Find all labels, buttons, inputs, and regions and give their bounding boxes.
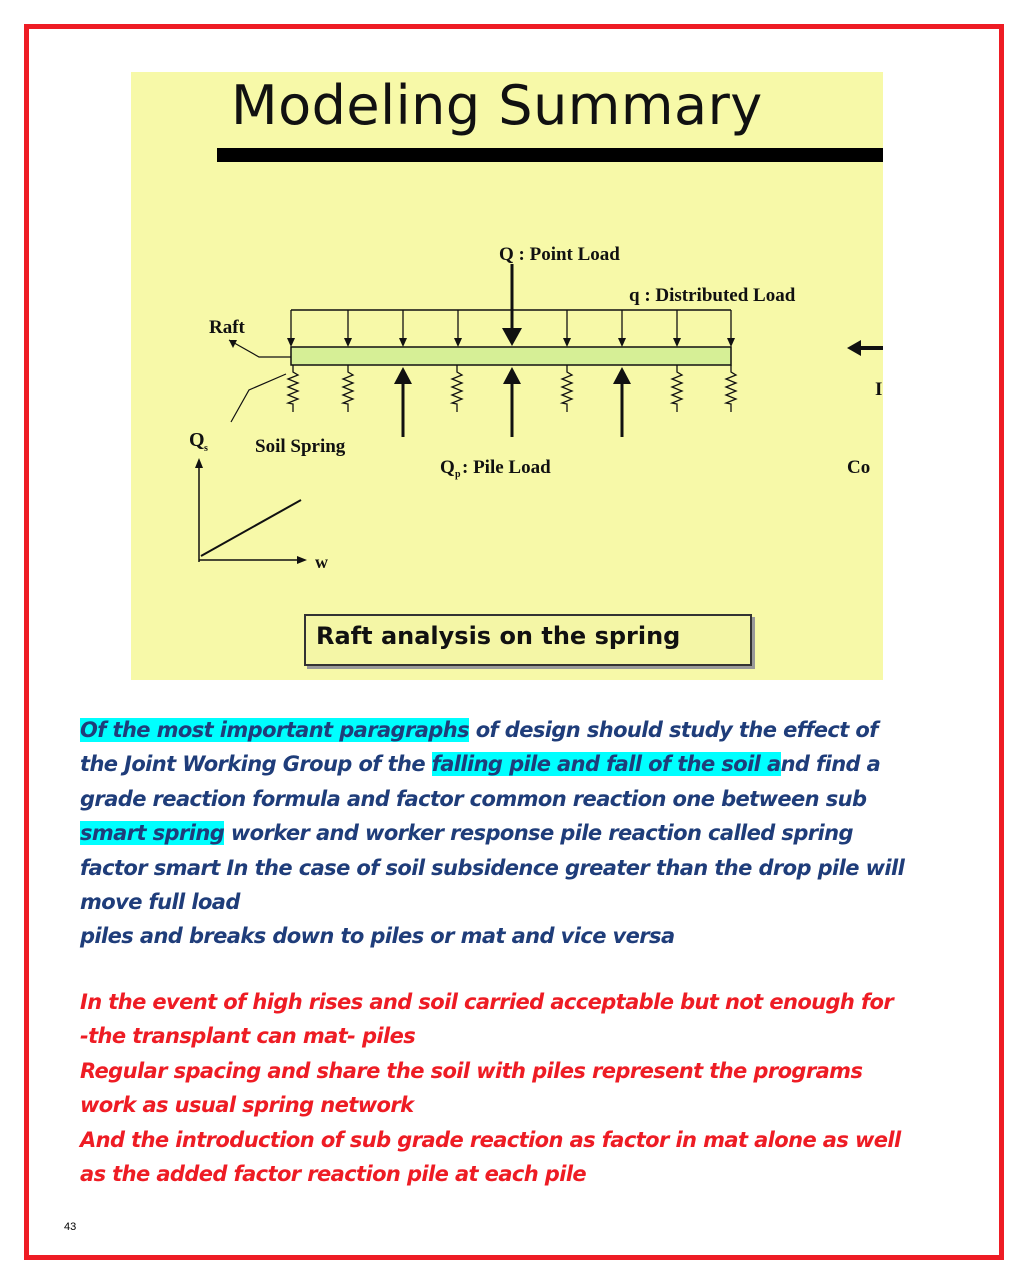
qs-label: Q	[189, 429, 205, 451]
red-line: work as usual spring network	[80, 1093, 414, 1118]
soil-spring	[726, 365, 736, 412]
line-text: nd find a	[780, 752, 881, 777]
red-paragraph	[80, 985, 901, 1191]
soil-spring	[562, 365, 572, 412]
line-text: of design should study the effect of	[468, 718, 878, 742]
soil-spring	[452, 365, 462, 412]
blue-line: grade reaction formula and factor common reaction one between sub	[80, 786, 867, 811]
pile-load-label: : Pile Load	[462, 457, 551, 478]
distributed-load-label: q : Distributed Load	[629, 285, 796, 306]
line-text: the Joint Working Group of the	[80, 752, 432, 777]
blue-line	[80, 747, 904, 781]
caption-box	[304, 614, 752, 666]
point-load-arrow-head	[502, 328, 522, 346]
raft-diagram	[131, 72, 883, 680]
cut-label-con: Co	[847, 457, 871, 478]
blue-line: piles and breaks down to piles or mat and vice versa	[80, 924, 675, 949]
blue-line	[80, 816, 904, 850]
spring-curve	[201, 500, 301, 556]
spring-leader	[231, 374, 286, 422]
soil-spring	[672, 365, 682, 412]
raft-beam	[291, 347, 731, 365]
point-load-label: Q : Point Load	[499, 244, 620, 265]
cut-label-l: I	[875, 379, 883, 400]
red-line: In the event of high rises and soil carried acceptable but not enough for	[80, 990, 894, 1014]
red-line: And the introduction of sub grade reaction as factor in mat alone as well	[80, 1127, 901, 1152]
red-line: Regular spacing and share the soil with piles represent the programs	[80, 1058, 863, 1083]
blue-paragraph	[80, 713, 904, 954]
slide-title: Modeling Summary	[231, 74, 763, 137]
soil-spring	[288, 365, 298, 412]
red-line: -the transplant can mat- piles	[80, 1024, 416, 1049]
page-number: 43	[64, 1221, 77, 1233]
blue-line: move full load	[80, 890, 240, 915]
qs-subscript: s	[204, 443, 208, 454]
pile-load-subscript: p	[455, 469, 461, 480]
line-text: worker and worker response pile reaction called spring	[224, 821, 853, 846]
highlight: falling pile and fall of the soil a	[431, 752, 781, 777]
blue-line: factor smart In the case of soil subsidence greater than the drop pile will	[80, 855, 905, 880]
pile-load-arrows	[394, 367, 631, 437]
blue-line	[80, 713, 904, 747]
highlight: Of the most important paragraphs	[80, 718, 469, 742]
pile-load-q: Q	[440, 457, 455, 478]
w-label: w	[315, 552, 328, 572]
soil-spring	[343, 365, 353, 412]
red-line: as the added factor reaction pile at each pile	[80, 1162, 587, 1187]
raft-label: Raft	[209, 317, 245, 338]
raft-leader	[229, 340, 291, 357]
soil-spring-label: Soil Spring	[255, 436, 346, 457]
caption-text: Raft analysis on the spring	[316, 622, 681, 650]
slide-image	[131, 72, 883, 680]
highlight: smart spring	[80, 821, 225, 846]
